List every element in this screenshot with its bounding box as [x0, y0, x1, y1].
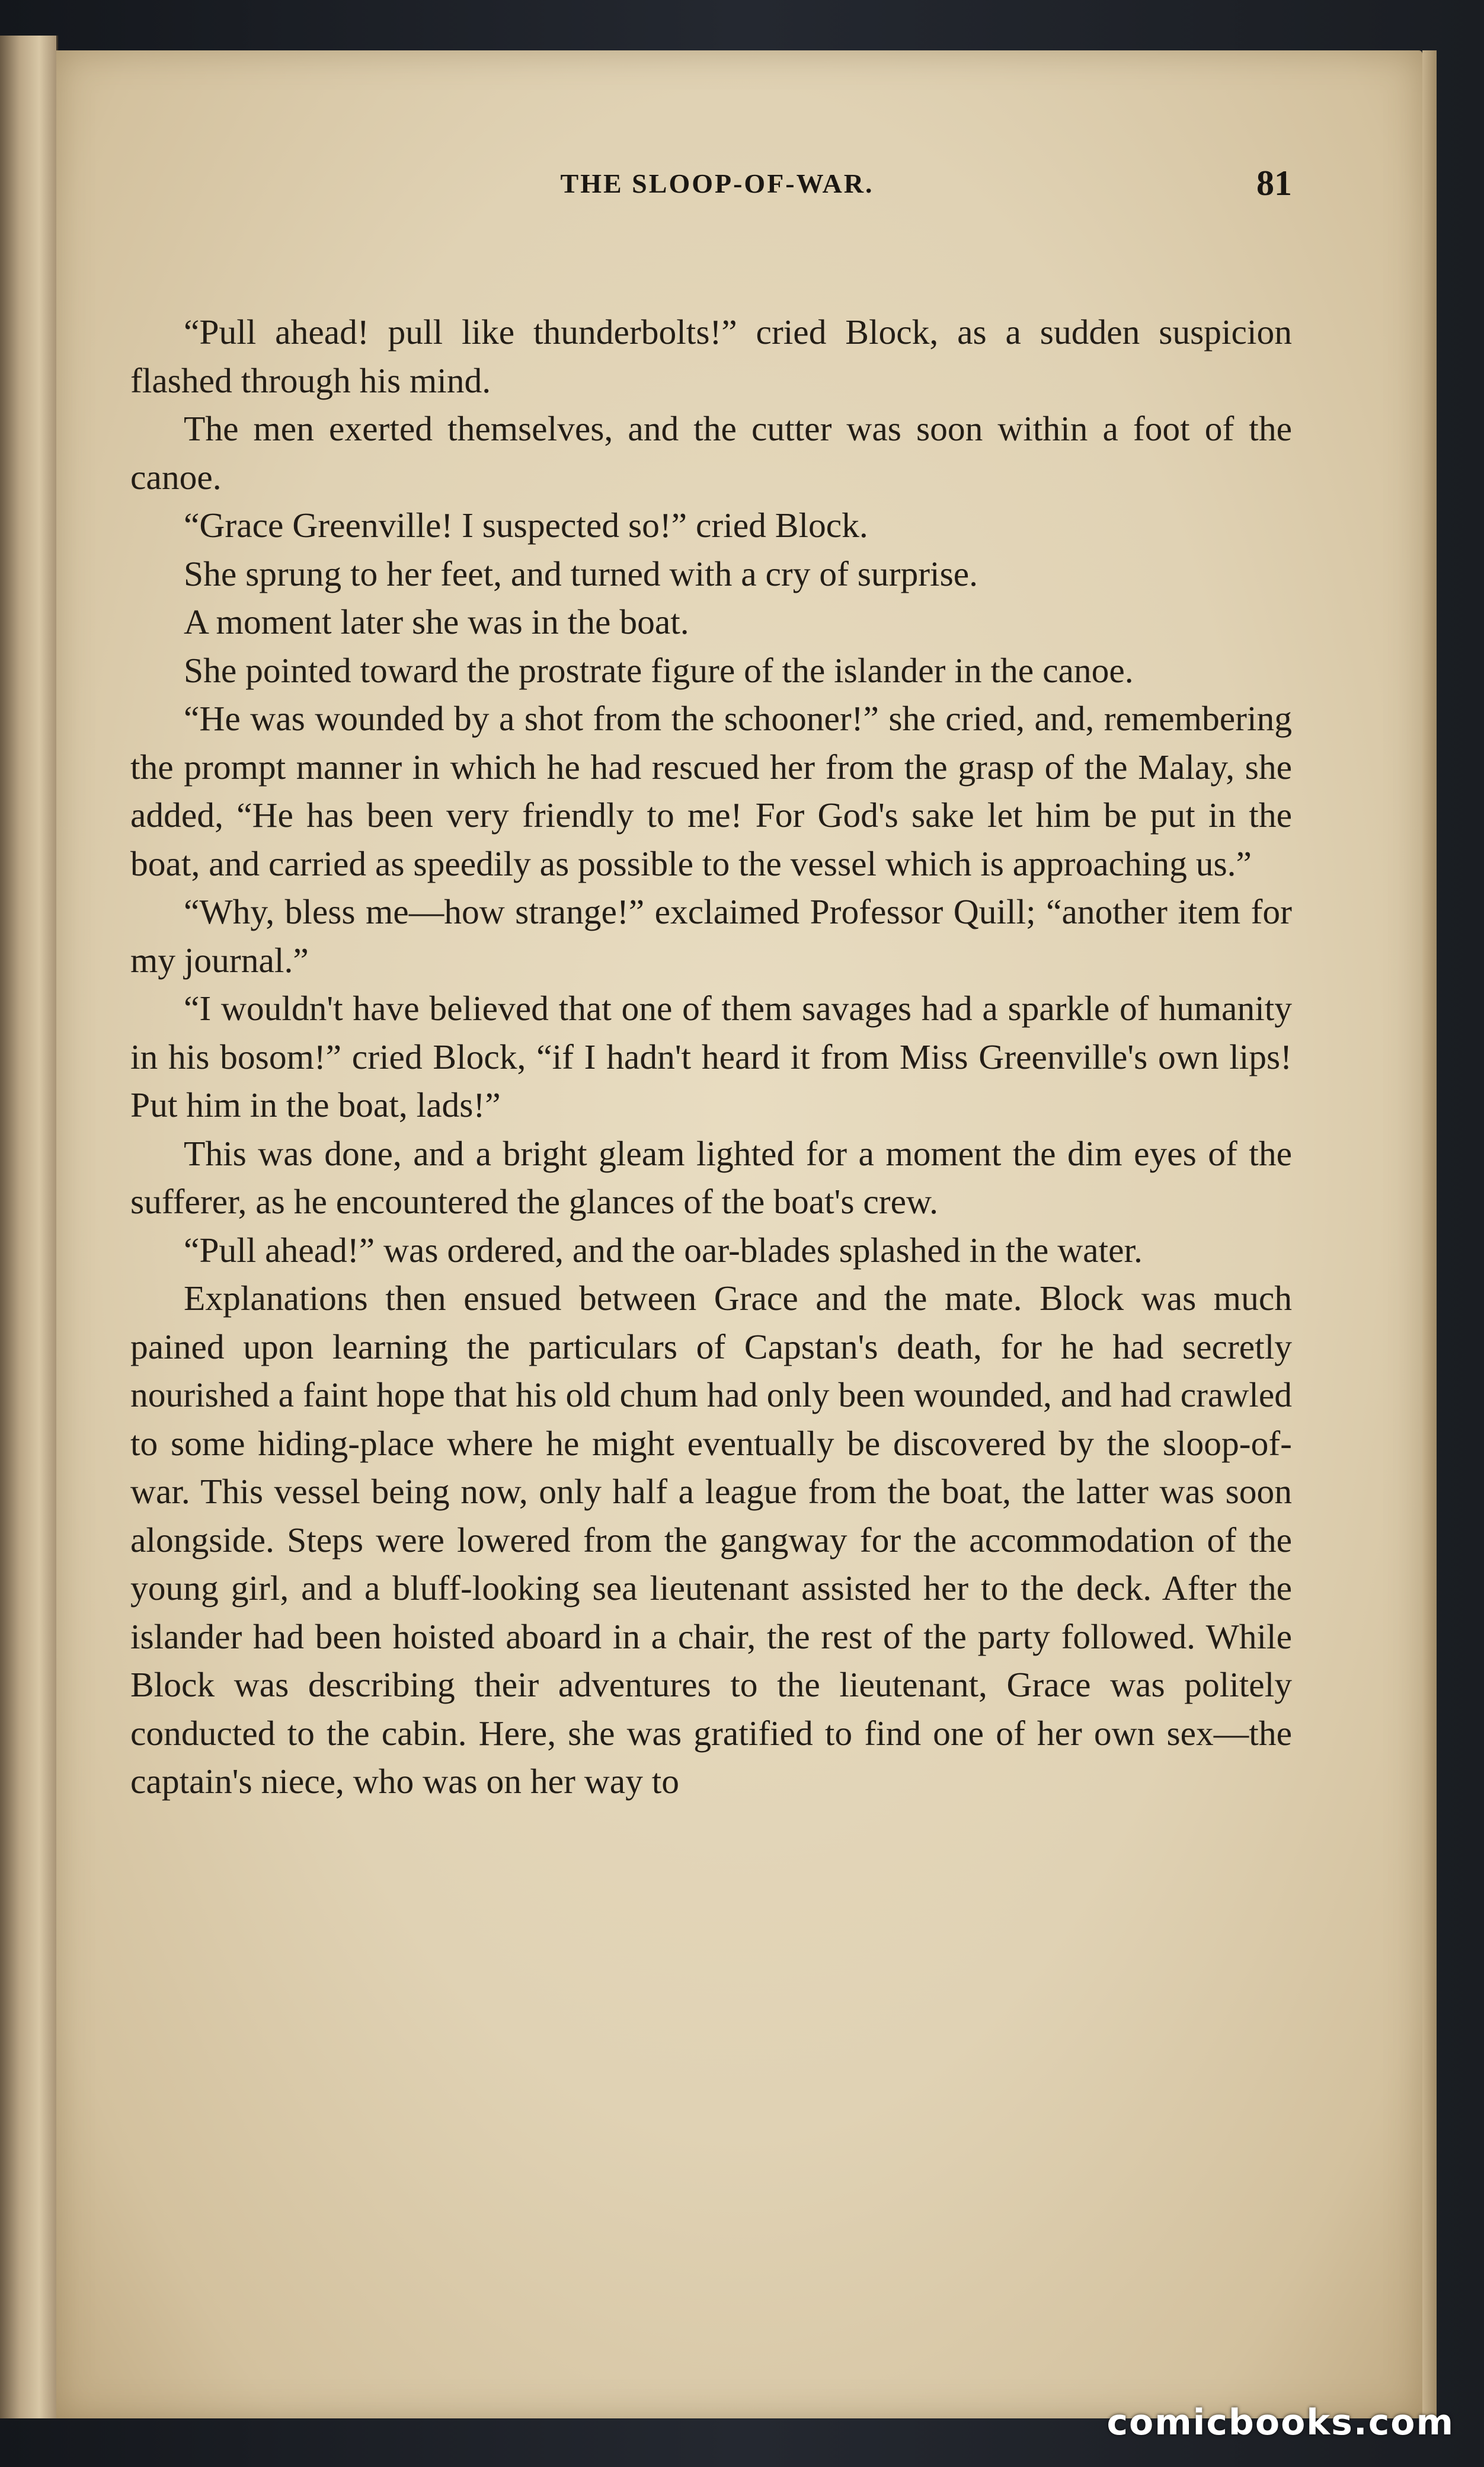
body-text [130, 308, 1292, 1806]
paragraph: “Grace Greenville! I suspected so!” cried Block. [184, 506, 868, 545]
facing-page-edge [0, 36, 58, 2418]
paragraph: This was done, and a bright gleam lighted for a moment the dim eyes of the sufferer, as he encountered the glances of the boat's crew. [130, 1133, 1292, 1221]
paragraph: The men exerted themselves, and the cutter was soon within a foot of the canoe. [130, 409, 1292, 497]
page-number: 81 [1256, 164, 1292, 203]
paragraph: “Pull ahead! pull like thunderbolts!” cried Block, as a sudden suspicion flashed through his mind. [130, 312, 1292, 400]
paragraph: She pointed toward the prostrate figure of the islander in the canoe. [184, 650, 1134, 690]
page-header [71, 163, 1292, 216]
page-fore-edge [1422, 50, 1437, 2418]
running-head: THE SLOOP-OF-WAR. [560, 168, 874, 199]
paragraph: A moment later she was in the boat. [184, 602, 689, 641]
paragraph: “Pull ahead!” was ordered, and the oar-blades splashed in the water. [184, 1230, 1143, 1270]
site-watermark: comicbooks.com [1106, 2402, 1454, 2443]
paragraph: Explanations then ensued between Grace and the mate. Block was much pained upon learning the particulars of Capstan's death, for he had secretly nourished a faint hope that his old chum had only been wounded, and had crawled to some hiding-place where he might eventually be discovered by the sloop-of-war. This vessel being now, only half a league from the boat, the latter was soon alongside. Steps were lowered from the gangway for the accommodation of the young girl, and a bluff-looking sea lieutenant assisted her to the deck. After the islander had been hoisted aboard in a chair, the rest of the party followed. While Block was describing their adventures to the lieutenant, Grace was politely conducted to the cabin. Here, she was gratified to find one of her own sex—the captain's niece, who was on her way to [130, 1279, 1292, 1801]
paragraph: “I wouldn't have believed that one of them savages had a sparkle of humanity in his bosom!” cried Block, “if I hadn't heard it from Miss Greenville's own lips! Put him in the boat, lads!” [130, 989, 1292, 1124]
paragraph: She sprung to her feet, and turned with a cry of surprise. [184, 554, 978, 593]
paragraph: “He was wounded by a shot from the schooner!” she cried, and, remembering the prompt manner in which he had rescued her from the grasp of the Malay, she added, “He has been very friendly to me! For God's sake let him be put in the boat, and carried as speedily as possible to the vessel which is approaching us.” [130, 699, 1292, 883]
paragraph: “Why, bless me—how strange!” exclaimed Professor Quill; “another item for my journal.” [130, 892, 1292, 980]
